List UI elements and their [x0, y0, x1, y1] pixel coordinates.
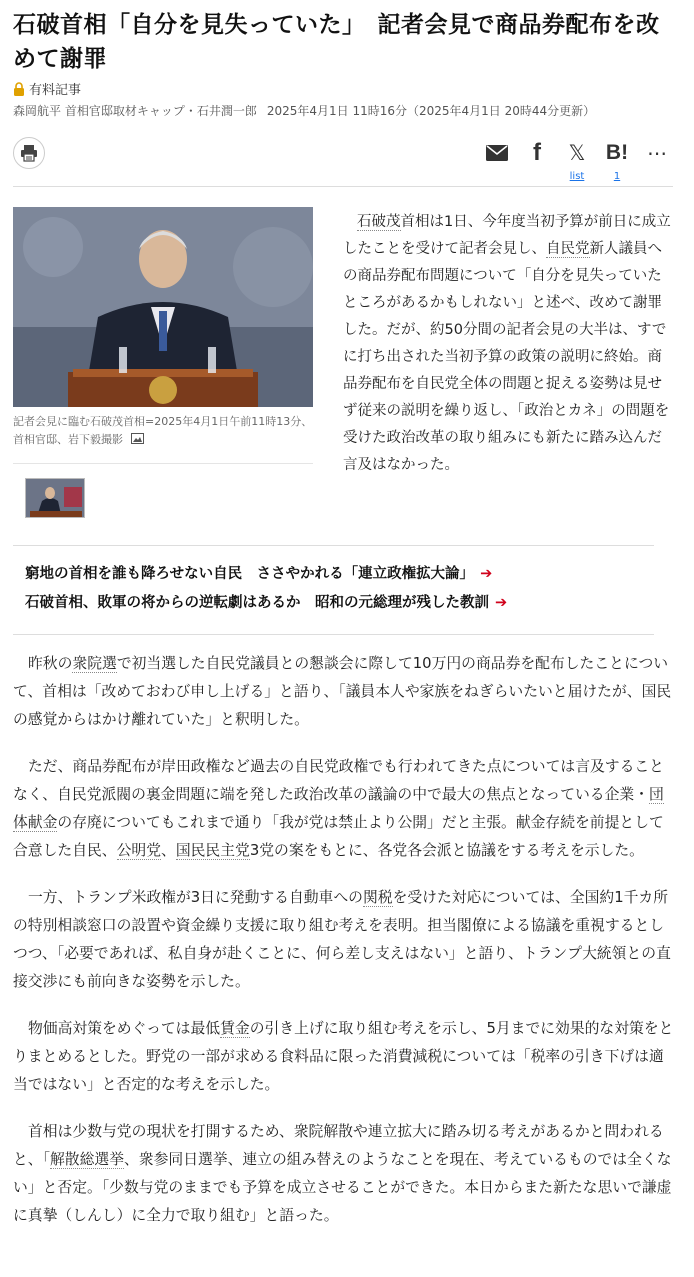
- printer-icon: [20, 144, 38, 162]
- authors[interactable]: 森岡航平 首相官邸取材キャップ・石井潤一郎: [13, 104, 257, 118]
- link-lower-house-election[interactable]: 衆院選: [72, 655, 117, 672]
- arrow-right-icon: ➔: [480, 566, 493, 582]
- share-x-button[interactable]: [563, 139, 591, 167]
- link-ldp[interactable]: 自民党: [546, 241, 590, 257]
- headline: 石破首相「自分を見失っていた」 記者会見で商品券配布を改めて謝罪: [13, 12, 660, 72]
- lock-icon: [13, 82, 25, 96]
- arrow-right-icon: ➔: [495, 595, 508, 611]
- print-button[interactable]: [13, 137, 45, 169]
- hatena-bookmark-icon: B!: [605, 141, 629, 164]
- photo-column: [13, 207, 313, 518]
- body-paragraph: 首相は少数与党の現状を打開するため、衆院解散や連立拡大に踏み切る考えがあるかと問われると、「解散総選挙、衆参同日選挙、連立の組み替えのようなことを現在、考えているものでは全くない」と否定。「少数与党のままでも予算を成立させることができた。本日からまた新たな思いで謙虚に真摯（しんし）に全力で取り組む」と語った。: [13, 1123, 672, 1224]
- photo-thumbnail[interactable]: [25, 478, 85, 518]
- thumbnail-illustration: [26, 479, 85, 518]
- share-facebook-button[interactable]: [523, 139, 551, 167]
- related-article-link[interactable]: 石破首相、敗軍の将からの逆転劇はあるか 昭和の元総理が残した教訓 ➔: [25, 595, 508, 611]
- share-hatena-button[interactable]: [603, 139, 631, 167]
- paid-article-badge: [13, 79, 81, 98]
- article-photo[interactable]: [13, 207, 313, 407]
- mail-icon: [486, 145, 508, 161]
- share-toolbar: [13, 135, 673, 187]
- x-icon: 𝕏: [568, 141, 586, 165]
- more-icon: ⋯: [647, 141, 667, 165]
- share-email-button[interactable]: [483, 139, 511, 167]
- related-article-link[interactable]: 窮地の首相を誰も降ろせない自民 ささやかれる「連立政権拡大論」 ➔: [25, 566, 493, 582]
- link-komeito[interactable]: 公明党: [116, 842, 161, 859]
- link-dissolution-election[interactable]: 解散総選挙: [50, 1151, 124, 1168]
- link-tariff[interactable]: 関税: [362, 889, 393, 906]
- byline: [13, 102, 595, 119]
- image-icon[interactable]: [131, 433, 144, 444]
- body-paragraph: ただ、商品券配布が岸田政権など過去の自民党政権でも行われてきた点については言及することなく、自民党派閥の裏金問題に端を発した政治改革の議論の中で最大の焦点となっている企業・団体献金の存廃についてもこれまで通り「我が党は禁止より公開」だと主張。献金存続を前提として合意した自民、公明党、国民民主党3党の案をもとに、各党各会派と協議をする考えを示した。: [13, 758, 664, 859]
- more-options-button[interactable]: [643, 139, 671, 167]
- body-paragraph: 物価高対策をめぐっては最低賃金の引き上げに取り組む考えを示し、5月までに効果的な対策をとりまとめるとした。野党の一部が求める食料品に限った消費減税については「税率の引き下げは適当ではない」と否定的な考えを示した。: [13, 1020, 674, 1093]
- link-dpfp[interactable]: 国民民主党: [175, 842, 250, 859]
- link-group-donation[interactable]: 団体献金: [13, 786, 664, 831]
- photo-illustration: [13, 207, 313, 407]
- link-wages[interactable]: 賃金: [220, 1020, 250, 1037]
- link-ishiba[interactable]: 石破茂: [357, 214, 401, 230]
- hatena-count[interactable]: 1: [613, 171, 621, 182]
- lead-paragraph: 石破茂首相は1日、今年度当初予算が前日に成立したことを受けて記者会見し、自民党新人議員への商品券配布問題について「自分を見失っていたところがあるかもしれない」と述べ、改めて謝罪した。だが、約50分間の記者会見の大半は、すでに打ち出された当初予算の政策の説明に終始。商品券配布を自民党全体の問題と捉える姿勢は見せず従来の説明を繰り返し、「政治とカネ」の問題を受けた政治改革の取り組みにも新たに踏み込んだ言及はなかった。: [343, 214, 671, 473]
- body-paragraph: 昨秋の衆院選で初当選した自民党議員との懇談会に際して10万円の商品券を配布したことについて、首相は「改めておわび申し上げる」と語り、「議員本人や家族をねぎらいたいと届けたが、国民の感覚からはかけ離れていた」と釈明した。: [13, 655, 672, 728]
- facebook-icon: f: [533, 139, 541, 166]
- thumbnail-strip: [13, 463, 313, 518]
- share-x-list-link[interactable]: list: [569, 171, 585, 182]
- publish-date: 2025年4月1日 11時16分（2025年4月1日 20時44分更新）: [266, 104, 596, 118]
- related-articles: [13, 545, 654, 635]
- caption-text: 記者会見に臨む石破茂首相=2025年4月1日午前11時13分、首相官邸、岩下毅撮影: [13, 415, 313, 446]
- body-paragraph: 一方、トランプ米政権が3日に発動する自動車への関税を受けた対応については、全国約1千カ所の特別相談窓口の設置や資金繰り支援に取り組む考えを表明。担当閣僚による協議を重視するとしつつ、「必要であれば、私自身が赴くことに、何ら差し支えはない」と語り、トランプ大統領との直接交渉にも前向きな姿勢を示した。: [13, 889, 671, 990]
- article-body: [13, 650, 675, 1249]
- paid-label: 有料記事: [29, 83, 82, 98]
- photo-caption: [13, 413, 313, 449]
